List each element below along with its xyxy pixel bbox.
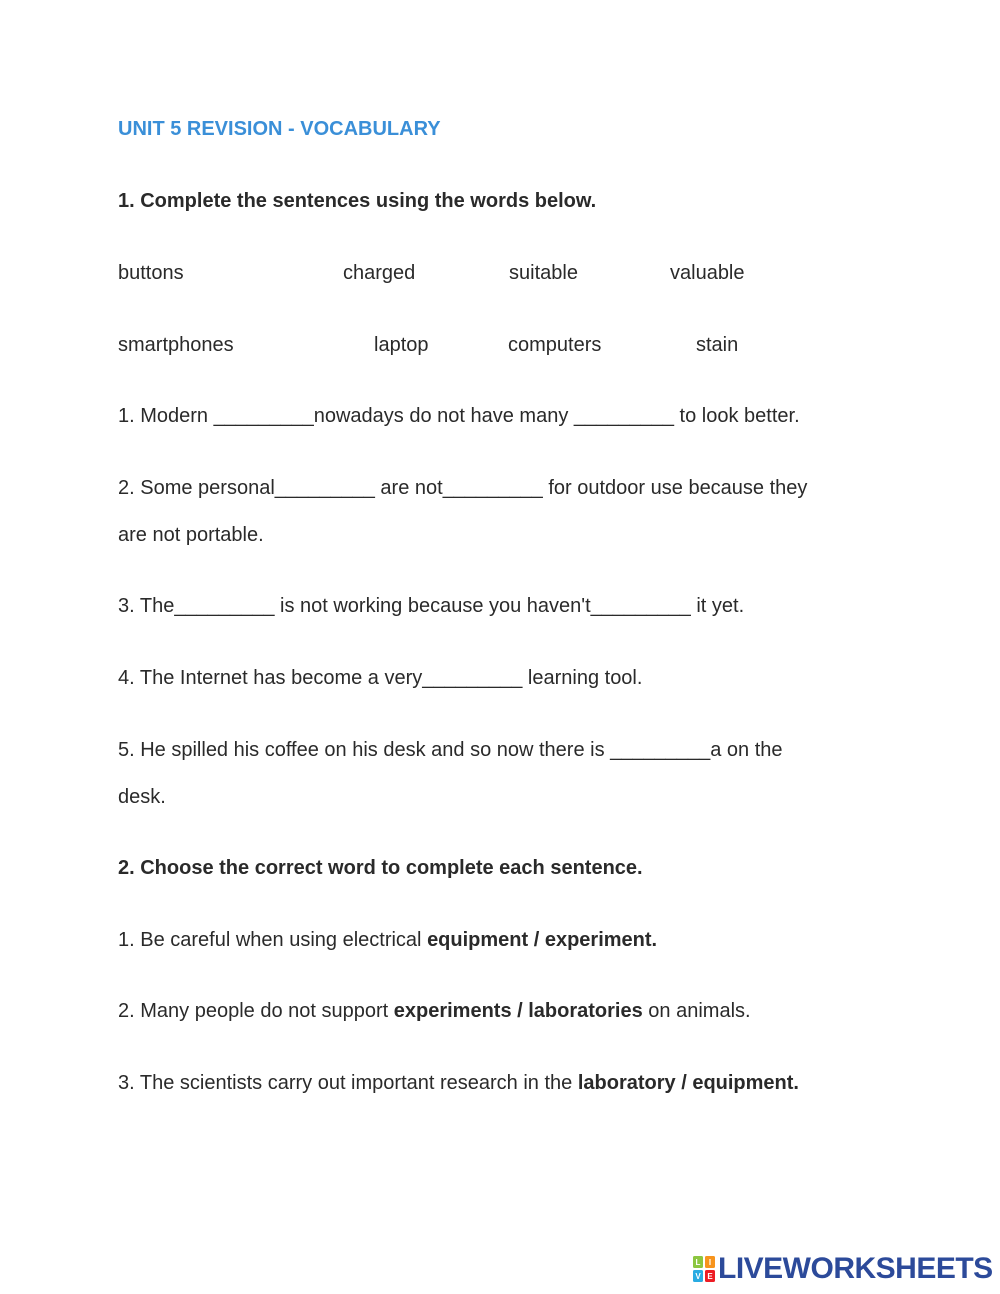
choice-question-1 xyxy=(118,929,657,952)
answer-options[interactable]: laboratory / equipment. xyxy=(577,1072,799,1094)
word-bank-item: smartphones xyxy=(118,334,234,356)
choice-question-3 xyxy=(118,1072,799,1095)
sentence-3: 3. The_________ is not working because you haven't_________ it yet. xyxy=(118,595,745,617)
choice-question-2 xyxy=(118,1000,751,1023)
svg-text:E: E xyxy=(707,1272,713,1281)
liveworksheets-logo-text: LIVEWORKSHEETS xyxy=(718,1252,993,1285)
word-bank-item: buttons xyxy=(118,262,184,284)
word-bank-item: valuable xyxy=(670,262,745,284)
svg-text:L: L xyxy=(695,1258,701,1267)
sentence-1: 1. Modern _________nowadays do not have many _________ to look better. xyxy=(118,405,800,427)
liveworksheets-logo xyxy=(693,1254,993,1284)
worksheet-title: UNIT 5 REVISION - VOCABULARY xyxy=(118,118,441,140)
section1-heading: 1. Complete the sentences using the words below. xyxy=(118,190,597,212)
sentence-2-continued: are not portable. xyxy=(118,524,264,546)
liveworksheets-logo-icon xyxy=(693,1256,715,1282)
sentence-5-continued: desk. xyxy=(118,786,166,808)
word-bank-item: stain xyxy=(696,334,739,356)
answer-options[interactable]: equipment / experiment. xyxy=(427,929,658,951)
sentence-2: 2. Some personal_________ are not_________ for outdoor use because they xyxy=(118,477,808,499)
section2-heading: 2. Choose the correct word to complete each sentence. xyxy=(118,857,643,879)
word-bank-item: computers xyxy=(508,334,602,356)
sentence-4: 4. The Internet has become a very_________ learning tool. xyxy=(118,667,643,689)
answer-options[interactable]: experiments / laboratories xyxy=(393,1000,643,1022)
question-text: 3. The scientists carry out important research in the xyxy=(118,1072,578,1094)
word-bank-item: laptop xyxy=(374,334,429,356)
question-text-end: on animals. xyxy=(642,1000,751,1022)
sentence-5: 5. He spilled his coffee on his desk and so now there is _________a on the xyxy=(118,739,783,761)
question-text: 1. Be careful when using electrical xyxy=(118,929,428,951)
svg-text:V: V xyxy=(695,1272,701,1281)
word-bank-item: charged xyxy=(343,262,416,284)
svg-text:I: I xyxy=(708,1258,712,1267)
word-bank-item: suitable xyxy=(509,262,578,284)
question-text: 2. Many people do not support xyxy=(118,1000,394,1022)
